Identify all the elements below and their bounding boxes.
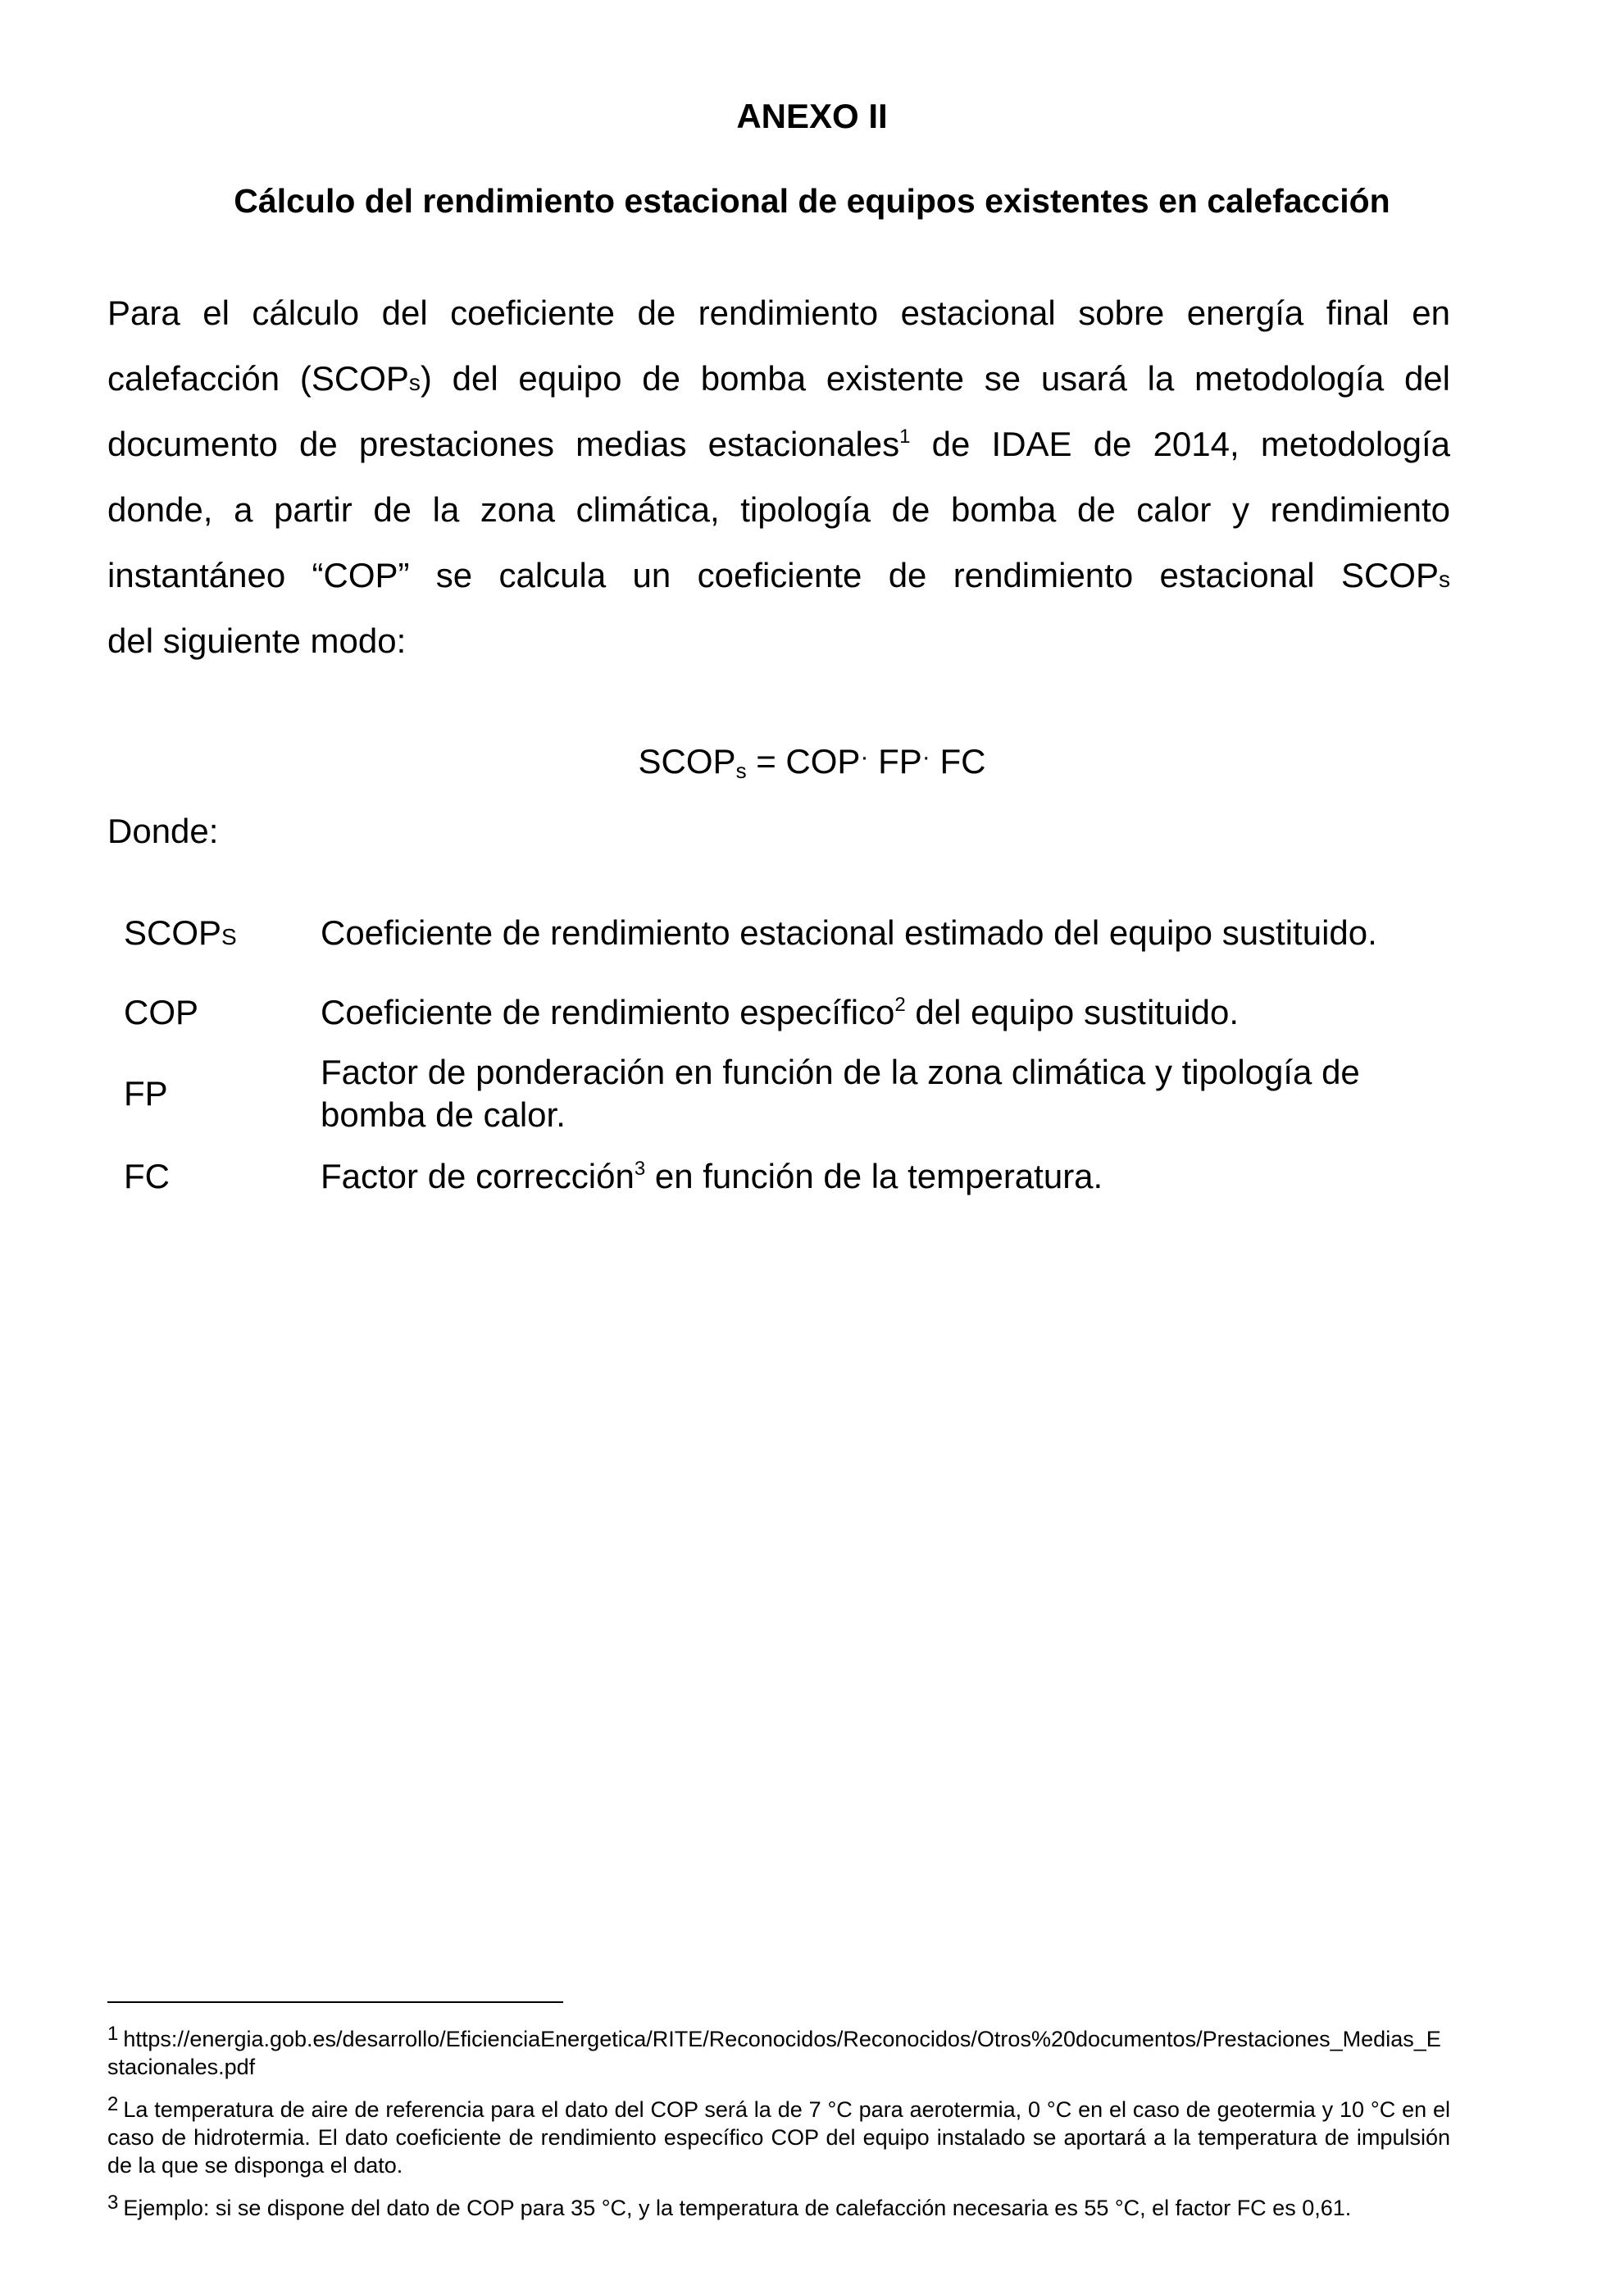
footnote-number: 2 <box>107 2093 119 2115</box>
intro-line <box>107 412 1450 477</box>
desc-text: Factor de corrección <box>321 1157 635 1195</box>
footnote-separator <box>107 2001 563 2003</box>
definition-description <box>321 1155 1460 1198</box>
annex-title: ANEXO II <box>736 97 888 135</box>
desc-text: en función de la temperatura. <box>645 1157 1103 1195</box>
footnote <box>107 2189 1450 2222</box>
term-text: SCOP <box>124 913 222 952</box>
intro-paragraph <box>107 280 1450 674</box>
footnote-ref-3[interactable]: 3 <box>634 1158 646 1180</box>
definition-row <box>107 1147 1460 1206</box>
intro-line: del siguiente modo: <box>107 621 407 660</box>
footnote <box>107 2020 1450 2081</box>
multiply-dot: · <box>921 744 930 771</box>
definition-row <box>107 985 1460 1040</box>
definition-row <box>107 881 1460 985</box>
footnote-ref-1[interactable]: 1 <box>899 426 911 448</box>
formula <box>0 742 1624 781</box>
definition-description: Factor de ponderación en función de la zona climática y tipología de bomba de calor. <box>321 1053 1360 1134</box>
multiply-dot: · <box>860 744 869 771</box>
definition-term: FC <box>124 1157 170 1195</box>
formula-subscript: s <box>735 758 747 783</box>
formula-eq: = COP <box>746 742 861 781</box>
donde-label: Donde: <box>107 812 219 850</box>
footnote-number: 3 <box>107 2192 119 2214</box>
intro-text: instantáneo “COP” se calcula un coeficiente de rendimiento estacional SCOP <box>107 556 1439 594</box>
annex-subtitle: Cálculo del rendimiento estacional de equipos existentes en calefacción <box>234 182 1390 220</box>
intro-text: documento de prestaciones medias estacionales <box>107 425 900 463</box>
definition-term: FP <box>124 1074 168 1113</box>
definition-term <box>107 913 321 953</box>
footnote-number: 1 <box>107 2023 119 2045</box>
footnote <box>107 2091 1450 2179</box>
definitions-table <box>107 881 1460 1206</box>
definition-row <box>107 1040 1460 1147</box>
formula-lhs: SCOP <box>638 742 736 781</box>
footnote-link[interactable]: https://energia.gob.es/desarrollo/EficienciaEnergetica/RITE/Reconocidos/Reconocidos/Otros%20documentos/Prestaciones_Medias_Estacionales.pdf <box>107 2027 1441 2079</box>
formula-fc: FC <box>930 742 986 781</box>
definition-description <box>321 991 1460 1034</box>
desc-text: del equipo sustituido. <box>905 993 1240 1031</box>
definition-description: Coeficiente de rendimiento estacional estimado del equipo sustituido. <box>321 913 1377 952</box>
subscript-s: s <box>408 370 421 395</box>
footnote-text: La temperatura de aire de referencia para el dato del COP será la de 7 °C para aerotermia, 0 °C en el caso de geotermia y 10 °C en el caso de hidrotermia. El dato coeficiente de rendimiento específico COP del equipo instalado se aportará a la temperatura de impulsión de la que se disponga el dato. <box>107 2097 1450 2178</box>
term-subscript: S <box>221 924 237 949</box>
intro-line <box>107 346 1450 412</box>
intro-line: donde, a partir de la zona climática, tipología de bomba de calor y rendimiento <box>107 490 1450 529</box>
footnote-ref-2[interactable]: 2 <box>894 994 906 1016</box>
intro-line <box>107 543 1450 608</box>
intro-text: calefacción (SCOP <box>107 359 409 398</box>
footnote-text: Ejemplo: si se dispone del dato de COP para 35 °C, y la temperatura de calefacción necesaria es 55 °C, el factor FC es 0,61. <box>123 2196 1352 2220</box>
intro-line: Para el cálculo del coeficiente de rendimiento estacional sobre energía final en <box>107 294 1450 332</box>
definition-term: COP <box>124 993 199 1031</box>
intro-text: de IDAE de 2014, metodología <box>910 425 1450 463</box>
subscript-s: s <box>1439 567 1450 592</box>
footnotes <box>107 2020 1450 2232</box>
intro-text: ) del equipo de bomba existente se usará la metodología del <box>420 359 1450 398</box>
desc-text: Coeficiente de rendimiento específico <box>321 993 895 1031</box>
formula-fp: FP <box>868 742 922 781</box>
